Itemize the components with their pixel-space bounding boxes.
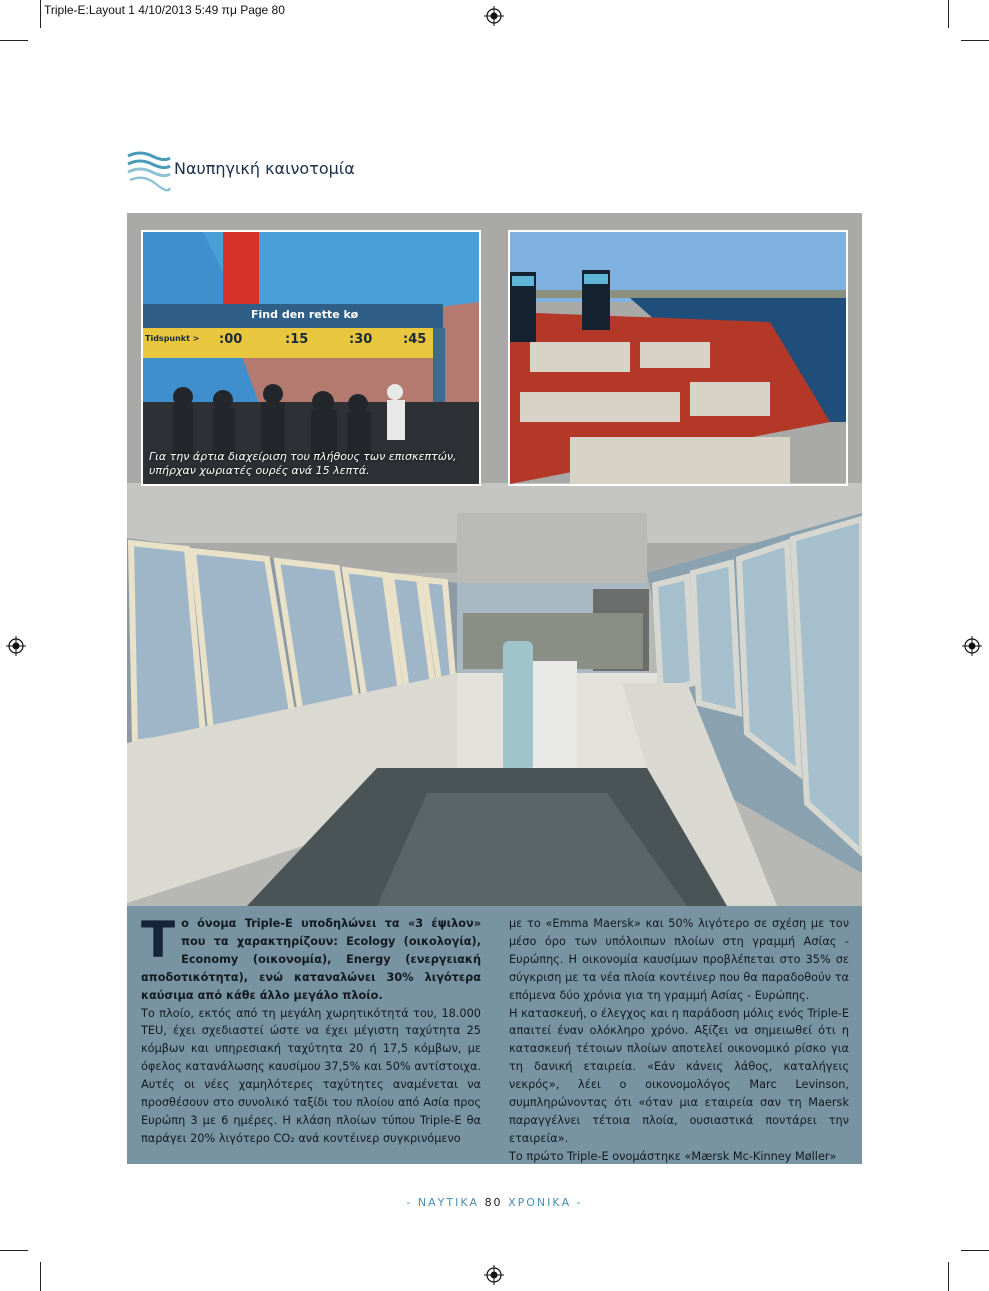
drop-cap: Τ bbox=[141, 911, 176, 969]
section-title: Ναυπηγική καινοτομία bbox=[174, 159, 355, 178]
registration-mark-icon bbox=[962, 636, 982, 656]
article-column-left bbox=[141, 911, 481, 1148]
sign-slot: :30 bbox=[349, 332, 373, 347]
crop-mark bbox=[40, 0, 41, 28]
crop-mark bbox=[0, 1250, 28, 1251]
sign-label: Tidspunkt > bbox=[145, 334, 200, 343]
queue-sign bbox=[143, 304, 443, 358]
crop-mark bbox=[40, 1262, 41, 1291]
section-header bbox=[126, 150, 426, 192]
article-panel bbox=[127, 906, 862, 1164]
registration-mark-icon bbox=[484, 6, 504, 26]
footer-magazine-right: ΧΡΟΝΙΚΑ - bbox=[508, 1196, 583, 1209]
waves-logo-icon bbox=[126, 150, 172, 192]
crop-mark bbox=[948, 1262, 949, 1291]
article-column-right bbox=[509, 915, 849, 1166]
article-paragraph: Το πρώτο Triple-E ονομάστηκε «Mærsk Mc-Kinney Møller» bbox=[509, 1149, 837, 1163]
article-paragraph: Το πλοίο, εκτός από τη μεγάλη χωρητικότητά του, 18.000 TEU, έχει σχεδιαστεί ώστε να έχει μέγιστη ταχύτητα 25 κόμβων και υπηρεσιακή ταχύτητα 20 ή 17,5 κόμβων, με όφελος κατανάλωσης καυσίμου 37,5% και 50% αντίστοιχα. Αυτές οι νέες χαμηλότερες ταχύτητες αναμένεται να προσθέσουν στο συνολικό ταξίδι του πλοίου από Ασία προς Ευρώπη 3 με 6 ημέρες. Η κλάση πλοίων τύπου Triple-E θα παράγει 20% λιγότερο CO₂ ανά κοντέινερ συγκρινόμενο bbox=[141, 1006, 481, 1145]
page-number: 80 bbox=[484, 1196, 503, 1209]
sign-slot: :15 bbox=[285, 332, 309, 347]
bridge-photo bbox=[127, 213, 862, 906]
visitors-queue-photo bbox=[141, 230, 481, 486]
registration-mark-icon bbox=[6, 636, 26, 656]
article-paragraph: Η κατασκευή, ο έλεγχος και η παράδοση μόλις ενός Triple-E απαιτεί έναν ολόκληρο χρόνο. Αξίζει να σημειωθεί ότι η κατασκευή τέτοιων πλοίων αποτελεί οικονομικό ρίσκο για τη δανική εταιρεία. «Εάν κάνεις λάθος, καταλήγεις νεκρός», λέει ο οικονομολόγος Marc Levinson, συμπληρώνοντας ότι «όταν μια εταιρεία σαν τη Maersk παραγγέλνει τέτοια πλοία, ουσιαστικά ποντάρει την εταιρεία». bbox=[509, 1006, 849, 1145]
container-deck-image bbox=[510, 232, 846, 484]
sign-slot: :45 bbox=[403, 332, 427, 347]
registration-mark-icon bbox=[484, 1265, 504, 1285]
print-slug: Triple-E:Layout 1 4/10/2013 5:49 πμ Page 80 bbox=[44, 3, 285, 17]
visitors-queue-image bbox=[143, 232, 479, 484]
article-lead: ο όνομα Triple-E υποδηλώνει τα «3 έψιλον» που τα χαρακτηρίζουν: Ecology (οικολογία), Economy (οικονομία), Energy (ενεργειακή αποδοτικότητα), ενώ καταναλώνει 30% λιγότερα καύσιμα από κάθε άλλο μεγάλο πλοίο. bbox=[141, 917, 481, 1002]
container-deck-photo bbox=[508, 230, 848, 486]
crop-mark bbox=[948, 0, 949, 28]
page-footer bbox=[0, 1196, 989, 1209]
sign-slot: :00 bbox=[219, 332, 243, 347]
sign-title: Find den rette kø bbox=[251, 308, 359, 321]
crop-mark bbox=[961, 40, 989, 41]
footer-magazine-left: - ΝΑΥΤΙΚΑ bbox=[406, 1196, 480, 1209]
article-paragraph: με το «Emma Maersk» και 50% λιγότερο σε σχέση με τον μέσο όρο των υπόλοιπων πλοίων στη γραμμή Ασίας - Ευρώπης. Η οικονομία καυσίμων προβλέπεται στο 35% σε σύγκριση με τα νέα πλοία κοντέινερ που θα παραδοθούν τα επόμενα δύο χρόνια για τη γραμμή Ασίας - Ευρώπης. bbox=[509, 917, 849, 1002]
crop-mark bbox=[0, 40, 28, 41]
photo-caption: Για την άρτια διαχείριση του πλήθους των επισκεπτών, υπήρχαν χωριατές ουρές ανά 15 λεπτά. bbox=[149, 450, 457, 477]
crop-mark bbox=[961, 1250, 989, 1251]
